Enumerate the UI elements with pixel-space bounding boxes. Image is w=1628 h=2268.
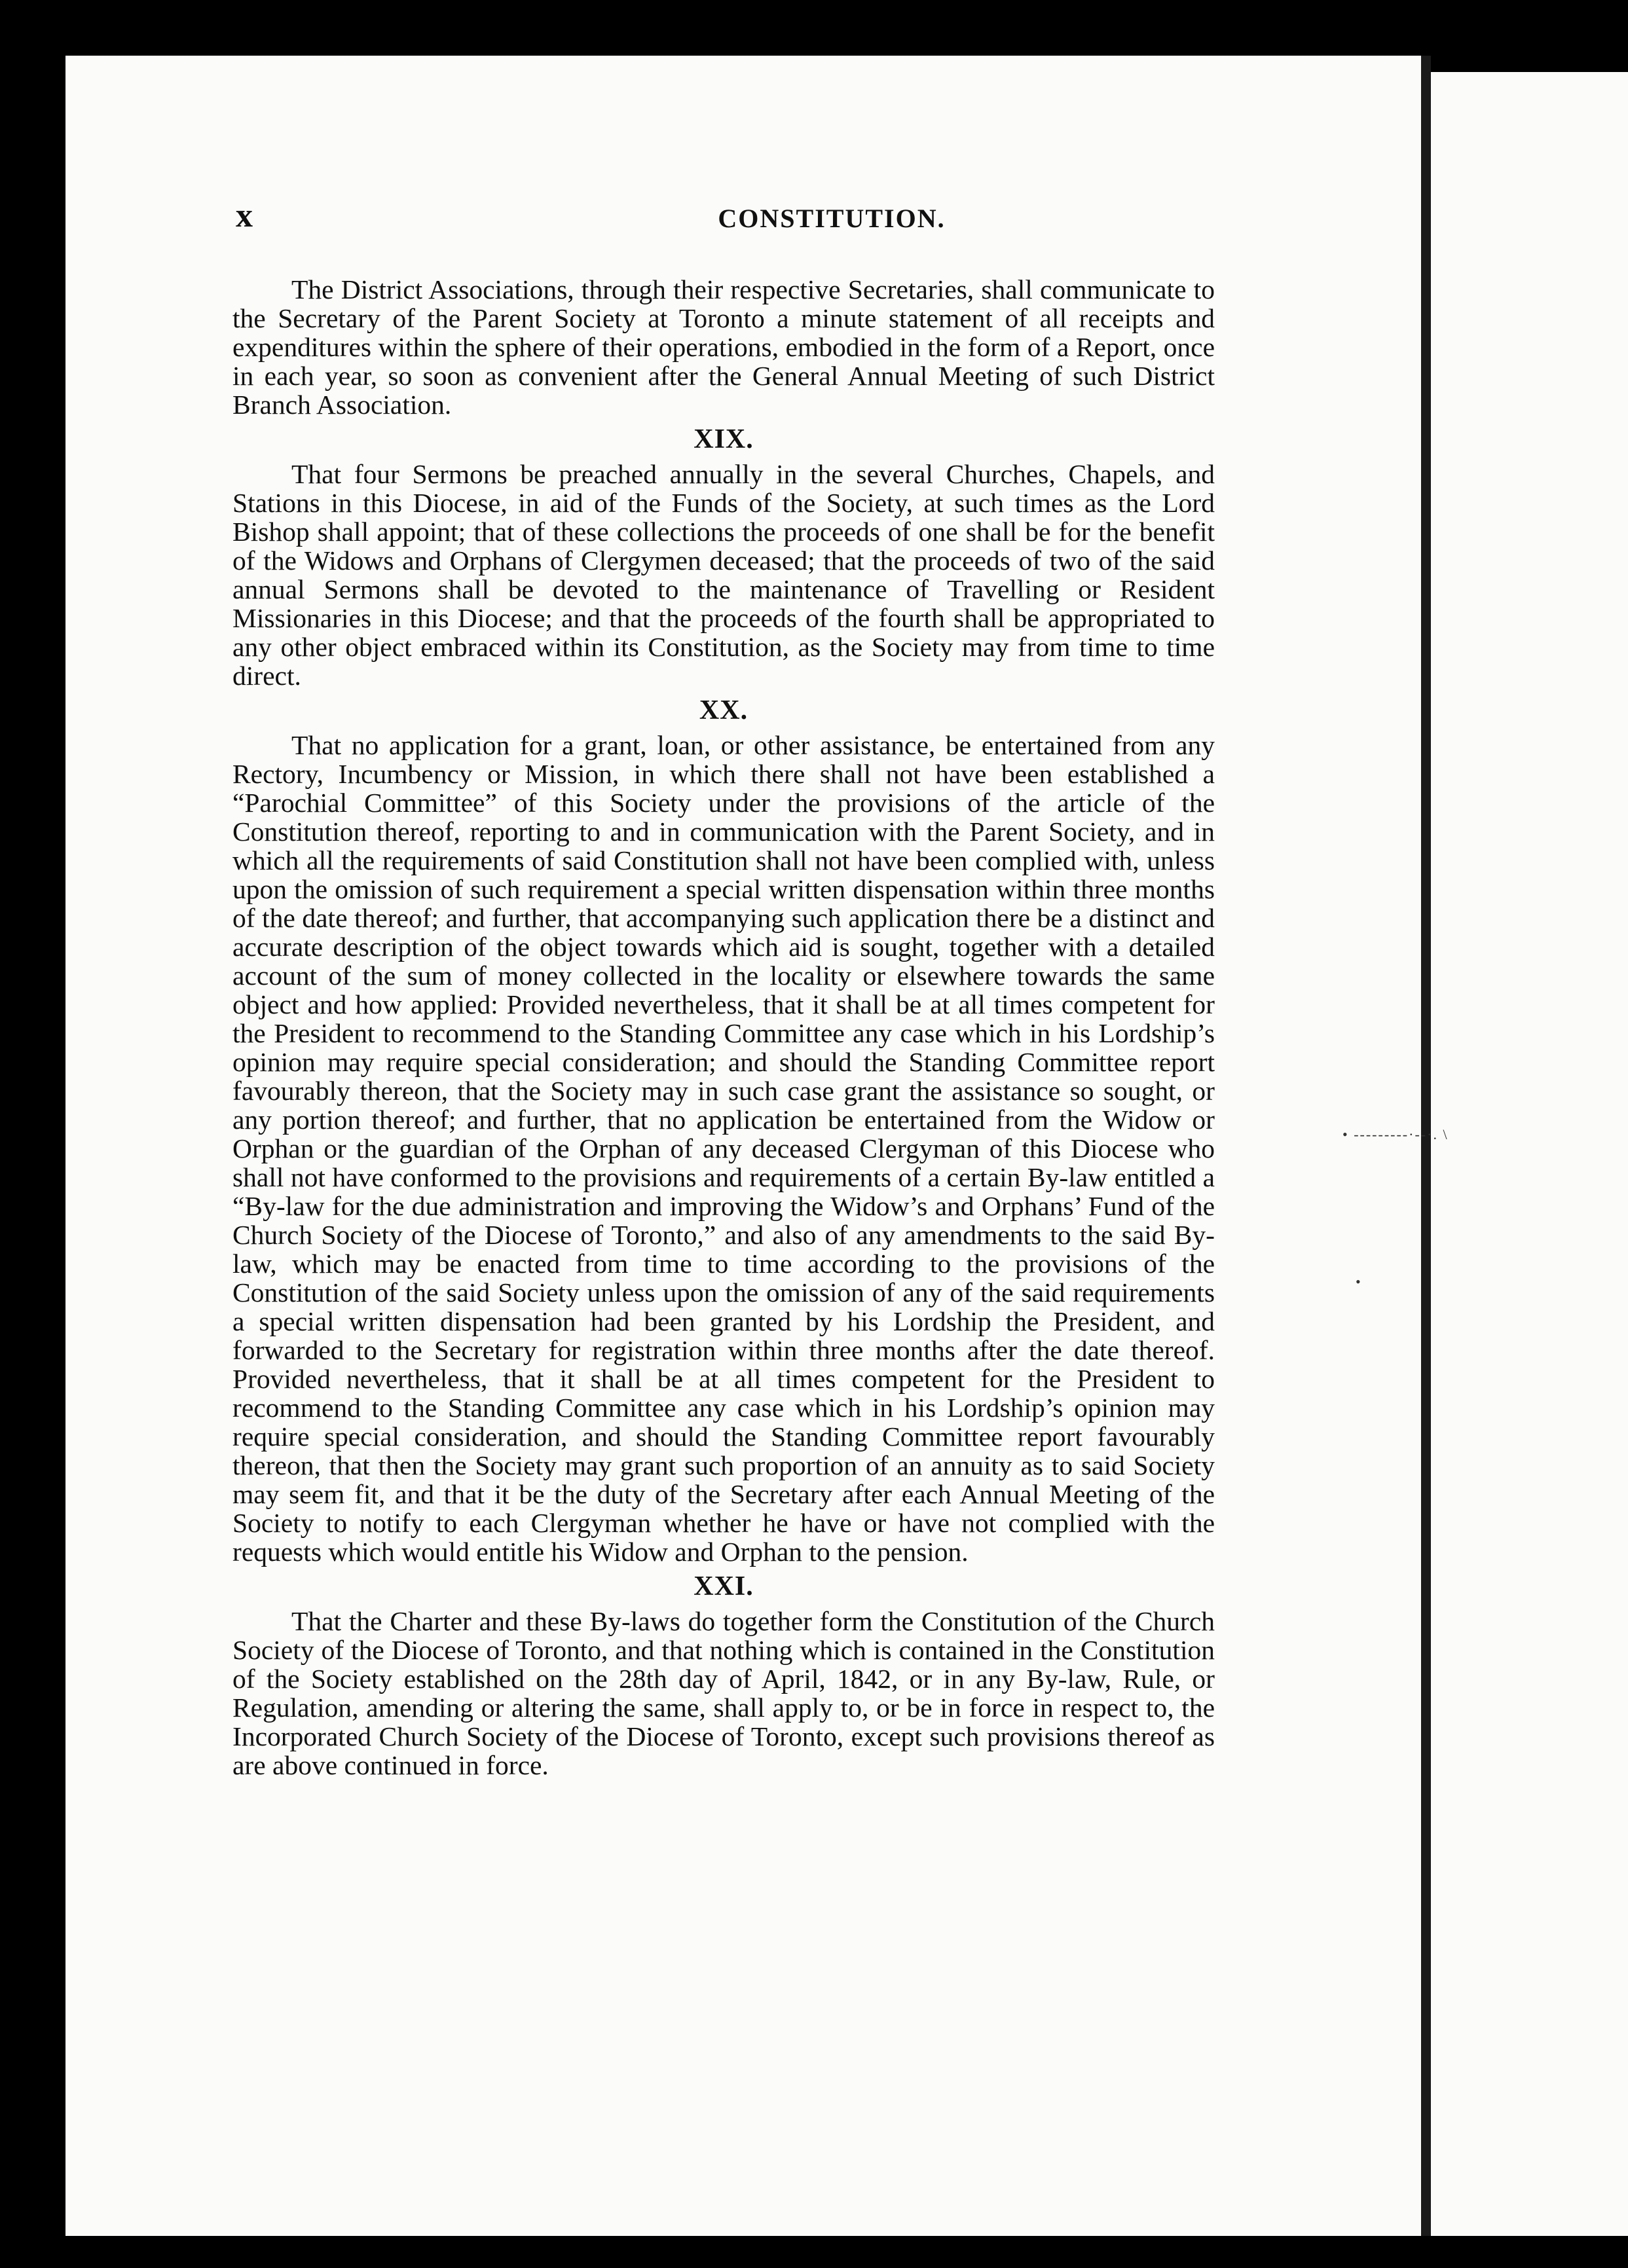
article-heading-xix: XIX. [694, 424, 754, 454]
running-title: CONSTITUTION. [718, 204, 946, 233]
paragraph-article-xxi: That the Charter and these By-laws do together form the Constitution of the Church Society of the Diocese of Toronto, and that nothing which is contained in the Constitution of the Society established on the 28th day of April, 1842, or in any By-law, Rule, or Regulation, amending or altering the same, shall apply to, or be in force in respect to, the Incorporated Church Society of the Diocese of Toronto, except such provisions thereof as are above continued in force. [232, 1606, 1215, 1780]
body-text [232, 275, 1215, 1780]
facing-page-edge [1431, 72, 1628, 2236]
page-fold-shadow [1421, 56, 1431, 2236]
paragraph-article-xix: That four Sermons be preached annually in the several Churches, Chapels, and Stations in this Diocese, in aid of the Funds of the Society, at such times as the Lord Bishop shall appoint; that of these collections the proceeds of one shall be for the benefit of the Widows and Orphans of Clergymen deceased; that the proceeds of two of the said annual Sermons shall be devoted to the maintenance of Travelling or Resident Missionaries in this Diocese; and that the proceeds of the fourth shall be appropriated to any other object embraced within its Constitution, as the Society may from time to time direct. [232, 459, 1215, 691]
article-heading-xx: XX. [699, 695, 749, 725]
page-number: x [236, 197, 253, 234]
paragraph-district-associations: The District Associations, through their respective Secretaries, shall communicate to the Secretary of the Parent Society at Toronto a minute statement of all receipts and expenditures within the sphere of their operations, embodied in the form of a Report, once in each year, so soon as convenient after the General Annual Meeting of such District Branch Association. [232, 274, 1215, 420]
stray-marks: • ‐‐‐‐‐‐‐‐‐·‐‐·. \ [1342, 1126, 1449, 1143]
page-header [236, 196, 1428, 249]
article-heading-xxi: XXI. [694, 1571, 754, 1601]
stray-mark: • [1356, 1273, 1361, 1290]
paragraph-article-xx: That no application for a grant, loan, or other assistance, be entertained from any Rectory, Incumbency or Mission, in which there shall not have been established a “Parochial Committee” of this Society under the provisions of the article of the Constitution thereof, reporting to and in communication with the Parent Society, and in which all the requirements of said Constitution shall not have been complied with, unless upon the omission of such requirement a special written dispensation within three months of the date thereof; and further, that accompanying such application there be a distinct and accurate description of the object towards which aid is sought, together with a detailed account of the sum of money collected in the locality or elsewhere towards the same object and how applied: Provided nevertheless, that it shall be at all times competent for the President to recommend to the Standing Committee any case which in his Lordship’s opinion may require special consideration; and should the Standing Committee report favourably thereon, that the Society may in such case grant the assistance so sought, or any portion thereof; and further, that no application be entertained from the Widow or Orphan or the guardian of the Orphan of any deceased Clergyman of this Diocese who shall not have conformed to the provisions and requirements of a certain By-law entitled a “By-law for the due administration and improving the Widow’s and Orphans’ Fund of the Church Society of the Diocese of Toronto,” and also of any amendments to the said By-law, which may be enacted from time to time according to the provisions of the Constitution of the said Society unless upon the omission of any of the said requirements a special written dispensation had been granted by his Lordship the President, and forwarded to the Secretary for registration within three months after the date thereof. Provided nevertheless, that it shall be at all times competent for the President to recommend to the Standing Committee any case which in his Lordship’s opinion may require special consideration, and should the Standing Committee report favourably thereon, that then the Society may grant such proportion of an annuity as to said Society may seem fit, and that it be the duty of the Secretary after each Annual Meeting of the Society to notify to each Clergyman whether he have or have not complied with the requests which would entitle his Widow and Orphan to the pension. [232, 730, 1215, 1567]
